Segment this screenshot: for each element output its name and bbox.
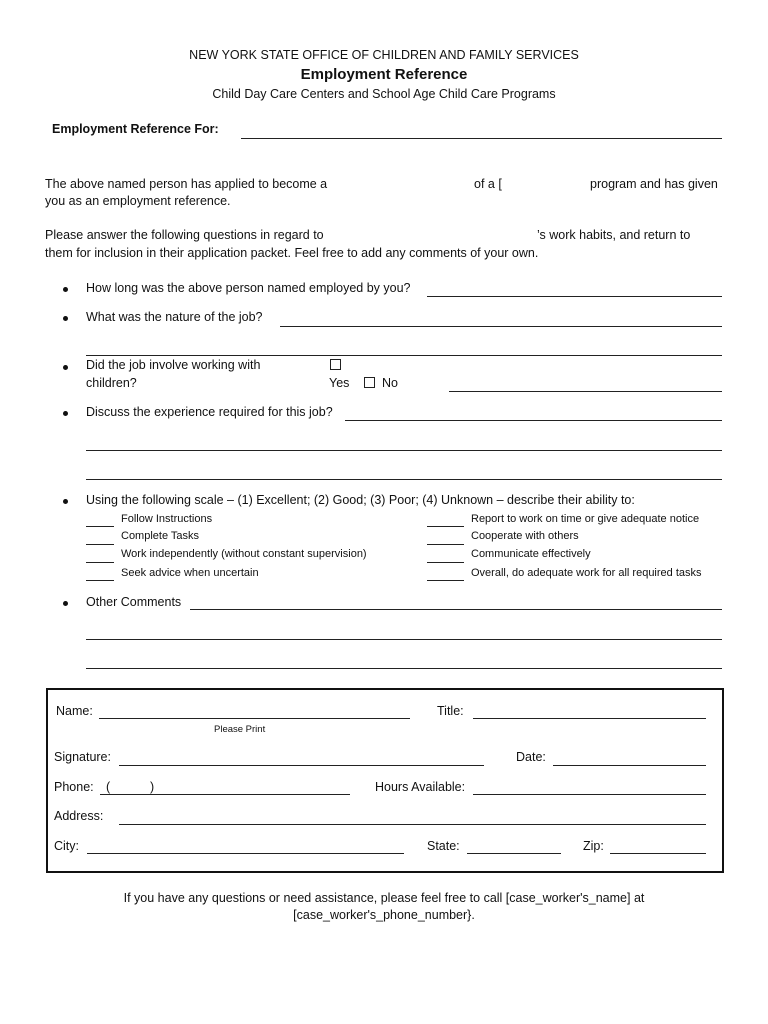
intro-text-2b: ’s work habits, and return to: [537, 228, 691, 242]
nature-field-line-2[interactable]: [86, 355, 722, 356]
question-experience: Discuss the experience required for this job?: [86, 405, 333, 419]
scale-item-complete-tasks: Complete Tasks: [121, 530, 200, 542]
scale-item-communicate: Communicate effectively: [471, 548, 591, 560]
phone-area-open: (: [106, 780, 111, 794]
intro-text-1b: of a [: [474, 177, 502, 191]
scale-item-follow-instructions: Follow Instructions: [121, 513, 213, 525]
hours-label: Hours Available:: [375, 780, 466, 794]
intro-text-1c: program and has given: [590, 177, 718, 191]
bullet-icon: [63, 499, 68, 504]
intro-text-1a: The above named person has applied to become a: [45, 177, 328, 191]
reference-for-field[interactable]: [241, 138, 722, 139]
name-field[interactable]: [99, 718, 410, 719]
comments-field[interactable]: [190, 609, 722, 610]
bullet-icon: [63, 411, 68, 416]
intro-text-2a: Please answer the following questions in regard to: [45, 228, 324, 242]
scale-item-cooperate: Cooperate with others: [471, 530, 579, 542]
title-label: Title:: [437, 704, 464, 718]
no-label: No: [382, 376, 398, 390]
footer-line-1: If you have any questions or need assistance, please feel free to call [case_worker's_name] at: [123, 891, 645, 905]
name-label: Name:: [56, 704, 93, 718]
form-title: Employment Reference: [300, 66, 468, 83]
hours-field[interactable]: [473, 794, 706, 795]
address-label: Address:: [54, 809, 104, 823]
phone-area-close: ): [150, 780, 155, 794]
duration-field[interactable]: [427, 296, 722, 297]
zip-field[interactable]: [610, 853, 706, 854]
intro-text-1d: you as an employment reference.: [45, 194, 231, 208]
yes-label: Yes: [329, 376, 350, 390]
comments-field-line-2[interactable]: [86, 639, 722, 640]
state-field[interactable]: [467, 853, 561, 854]
rating-field-work-independently[interactable]: [86, 562, 114, 563]
rating-field-communicate[interactable]: [427, 562, 464, 563]
signature-field[interactable]: [119, 765, 484, 766]
question-scale: Using the following scale – (1) Excellent; (2) Good; (3) Poor; (4) Unknown – describe their ability to:: [86, 493, 635, 507]
bullet-icon: [63, 316, 68, 321]
yes-checkbox-icon[interactable]: [330, 359, 341, 370]
city-label: City:: [54, 839, 79, 853]
children-field[interactable]: [449, 391, 722, 392]
rating-field-seek-advice[interactable]: [86, 580, 114, 581]
phone-label: Phone:: [54, 780, 94, 794]
footer-line-2: [case_worker's_phone_number}.: [293, 908, 475, 922]
rating-field-follow-instructions[interactable]: [86, 526, 114, 527]
question-children-b: children?: [86, 376, 137, 390]
no-checkbox-icon[interactable]: [364, 377, 375, 388]
rating-field-complete-tasks[interactable]: [86, 544, 114, 545]
bullet-icon: [63, 365, 68, 370]
form-subtitle: Child Day Care Centers and School Age Child Care Programs: [212, 87, 556, 101]
zip-label: Zip:: [583, 839, 604, 853]
title-field[interactable]: [473, 718, 706, 719]
question-other-comments: Other Comments: [86, 595, 182, 609]
state-label: State:: [427, 839, 460, 853]
date-field[interactable]: [553, 765, 706, 766]
question-nature: What was the nature of the job?: [86, 310, 263, 324]
date-label: Date:: [516, 750, 546, 764]
bullet-icon: [63, 287, 68, 292]
bullet-icon: [63, 601, 68, 606]
agency-name: NEW YORK STATE OFFICE OF CHILDREN AND FAMILY SERVICES: [189, 48, 579, 62]
experience-field-line-3[interactable]: [86, 479, 722, 480]
rating-field-cooperate[interactable]: [427, 544, 464, 545]
signature-label: Signature:: [54, 750, 111, 764]
phone-field[interactable]: [100, 794, 350, 795]
experience-field-line-2[interactable]: [86, 450, 722, 451]
please-print-note: Please Print: [214, 724, 266, 735]
rating-field-report-to-work[interactable]: [427, 526, 464, 527]
nature-field[interactable]: [280, 326, 722, 327]
city-field[interactable]: [87, 853, 404, 854]
experience-field[interactable]: [345, 420, 722, 421]
scale-item-seek-advice: Seek advice when uncertain: [121, 567, 259, 579]
rating-field-overall[interactable]: [427, 580, 464, 581]
reference-for-label: Employment Reference For:: [52, 122, 219, 136]
scale-item-work-independently: Work independently (without constant supervision): [121, 548, 367, 560]
scale-item-overall: Overall, do adequate work for all required tasks: [471, 567, 702, 579]
scale-item-report-to-work: Report to work on time or give adequate notice: [471, 513, 700, 525]
comments-field-line-3[interactable]: [86, 668, 722, 669]
intro-text-2c: them for inclusion in their application packet. Feel free to add any comments of your own.: [45, 246, 539, 260]
question-duration: How long was the above person named employed by you?: [86, 281, 411, 295]
address-field[interactable]: [119, 824, 706, 825]
question-children-a: Did the job involve working with: [86, 358, 261, 372]
